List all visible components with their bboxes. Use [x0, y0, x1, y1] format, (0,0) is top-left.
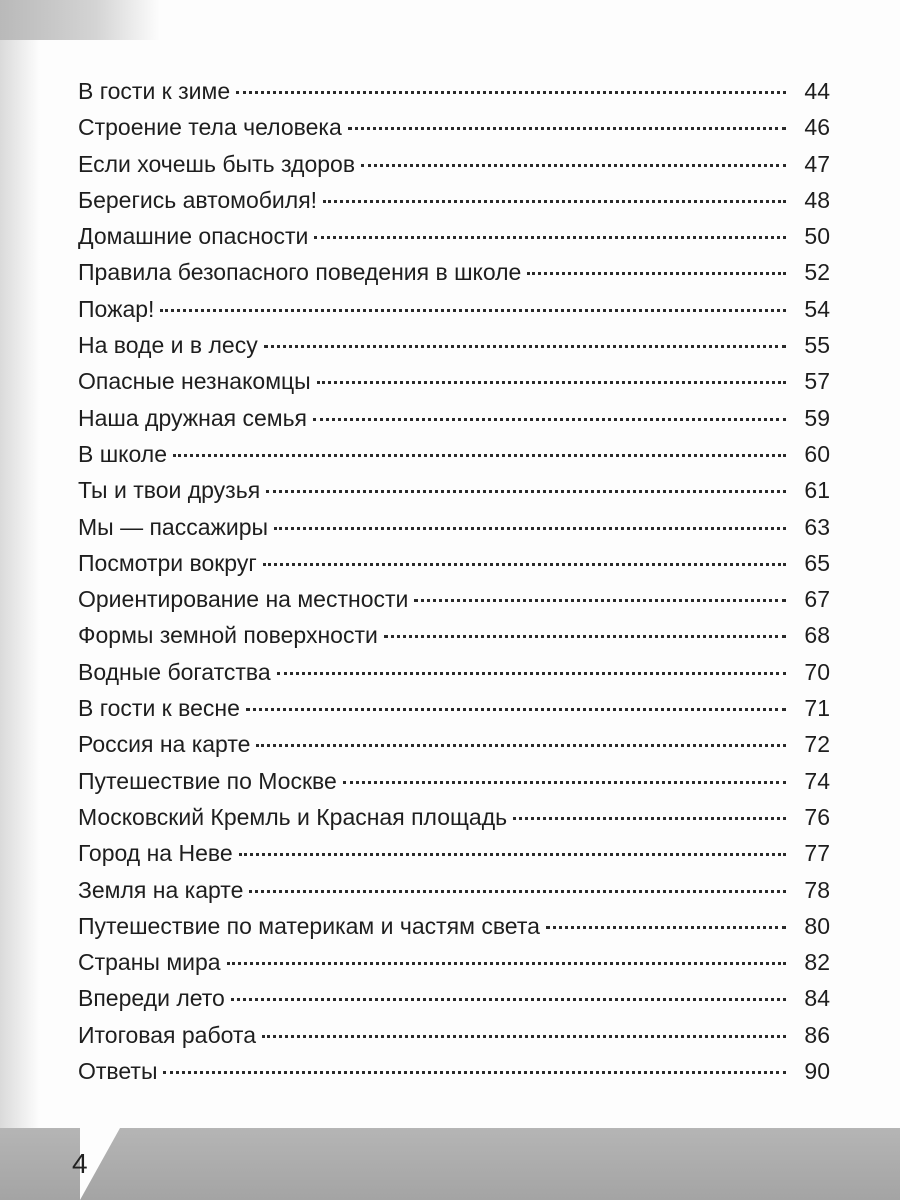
toc-entry-page: 84	[804, 985, 830, 1012]
scan-edge-shadow	[0, 0, 40, 1200]
toc-dot-leader	[274, 527, 786, 530]
toc-entry	[78, 731, 830, 767]
toc-dot-leader	[277, 672, 786, 675]
toc-entry	[78, 949, 830, 985]
toc-entry-title: Пожар!	[78, 295, 155, 322]
toc-entry-title: Страны мира	[78, 949, 221, 976]
toc-entry-page: 50	[804, 223, 830, 250]
toc-entry	[78, 695, 830, 731]
toc-entry	[78, 223, 830, 259]
toc-entry	[78, 477, 830, 513]
toc-entry-page: 80	[804, 912, 830, 939]
toc-entry-title: Опасные незнакомцы	[78, 368, 311, 395]
toc-dot-leader	[317, 381, 786, 384]
toc-dot-leader	[384, 635, 786, 638]
toc-dot-leader	[513, 817, 786, 820]
toc-entry	[78, 441, 830, 477]
toc-entry-title: Наша дружная семья	[78, 404, 308, 431]
toc-entry-page: 57	[804, 368, 830, 395]
toc-dot-leader	[262, 1035, 786, 1038]
toc-entry	[78, 1058, 830, 1094]
toc-entry-page: 78	[804, 876, 830, 903]
toc-entry-page: 71	[804, 695, 830, 722]
toc-entry-title: Правила безопасного поведения в школе	[78, 259, 522, 286]
toc-entry	[78, 804, 830, 840]
toc-entry	[78, 768, 830, 804]
toc-entry-page: 63	[804, 513, 830, 540]
toc-dot-leader	[163, 1071, 786, 1074]
table-of-contents	[78, 78, 830, 1094]
toc-dot-leader	[361, 164, 786, 167]
toc-dot-leader	[239, 853, 786, 856]
toc-dot-leader	[246, 708, 786, 711]
toc-entry	[78, 550, 830, 586]
toc-entry-title: Путешествие по материкам и частям света	[78, 912, 540, 939]
toc-dot-leader	[546, 926, 786, 929]
toc-entry-page: 76	[804, 803, 830, 830]
toc-entry-title: Если хочешь быть здоров	[78, 150, 356, 177]
page-number: 4	[72, 1148, 88, 1179]
toc-entry-title: Московский Кремль и Красная площадь	[78, 803, 508, 830]
toc-entry-title: Строение тела человека	[78, 114, 342, 141]
bottom-scan-band	[0, 1128, 900, 1200]
toc-entry-title: Мы — пассажиры	[78, 513, 269, 540]
scan-corner-shadow	[0, 0, 160, 40]
toc-entry-page: 68	[804, 622, 830, 649]
toc-entry-page: 55	[804, 332, 830, 359]
toc-entry-page: 72	[804, 731, 830, 758]
toc-dot-leader	[343, 781, 786, 784]
toc-entry-page: 52	[804, 259, 830, 286]
toc-entry	[78, 259, 830, 295]
toc-entry-title: Посмотри вокруг	[78, 549, 257, 576]
toc-entry-title: Россия на карте	[78, 731, 251, 758]
toc-entry-page: 67	[804, 586, 830, 613]
toc-entry-title: Ориентирование на местности	[78, 586, 409, 613]
toc-dot-leader	[323, 200, 786, 203]
toc-entry	[78, 151, 830, 187]
toc-entry-title: Формы земной поверхности	[78, 622, 378, 649]
toc-dot-leader	[231, 998, 786, 1001]
toc-entry-page: 77	[804, 840, 830, 867]
toc-entry-page: 70	[804, 658, 830, 685]
toc-entry-title: В гости к весне	[78, 695, 240, 722]
toc-entry	[78, 622, 830, 658]
toc-dot-leader	[160, 309, 786, 312]
toc-entry	[78, 659, 830, 695]
toc-entry-page: 65	[804, 549, 830, 576]
toc-entry-title: В гости к зиме	[78, 78, 231, 104]
toc-entry-title: Итоговая работа	[78, 1021, 256, 1048]
toc-entry-title: В школе	[78, 440, 168, 467]
toc-entry	[78, 187, 830, 223]
toc-dot-leader	[263, 563, 786, 566]
toc-entry	[78, 840, 830, 876]
toc-entry	[78, 514, 830, 550]
toc-entry	[78, 405, 830, 441]
toc-entry	[78, 114, 830, 150]
toc-entry	[78, 1022, 830, 1058]
toc-entry-page: 54	[804, 295, 830, 322]
toc-dot-leader	[313, 418, 786, 421]
toc-entry-page: 60	[804, 440, 830, 467]
toc-entry-title: Ответы	[78, 1058, 158, 1085]
toc-dot-leader	[236, 91, 786, 94]
toc-entry-page: 48	[804, 186, 830, 213]
toc-entry	[78, 913, 830, 949]
toc-entry-title: Путешествие по Москве	[78, 767, 337, 794]
toc-entry-page: 90	[804, 1058, 830, 1085]
toc-entry-page: 46	[804, 114, 830, 141]
toc-entry-title: Впереди лето	[78, 985, 225, 1012]
toc-dot-leader	[173, 454, 786, 457]
toc-dot-leader	[266, 490, 786, 493]
toc-entry-title: Домашние опасности	[78, 223, 309, 250]
toc-entry-title: Водные богатства	[78, 658, 271, 685]
toc-entry	[78, 368, 830, 404]
toc-entry	[78, 78, 830, 114]
toc-dot-leader	[227, 962, 786, 965]
toc-dot-leader	[256, 744, 786, 747]
toc-dot-leader	[314, 236, 786, 239]
toc-entry-page: 44	[804, 78, 830, 104]
toc-entry-page: 61	[804, 477, 830, 504]
toc-dot-leader	[348, 127, 786, 130]
toc-dot-leader	[527, 272, 786, 275]
toc-entry-page: 47	[804, 150, 830, 177]
toc-entry	[78, 985, 830, 1021]
toc-entry-page: 59	[804, 404, 830, 431]
toc-entry-title: На воде и в лесу	[78, 332, 258, 359]
toc-entry	[78, 296, 830, 332]
toc-entry	[78, 877, 830, 913]
toc-dot-leader	[249, 890, 786, 893]
toc-entry	[78, 332, 830, 368]
toc-entry-page: 86	[804, 1021, 830, 1048]
toc-dot-leader	[264, 345, 786, 348]
toc-entry-title: Земля на карте	[78, 876, 244, 903]
toc-entry	[78, 586, 830, 622]
toc-entry-title: Ты и твои друзья	[78, 477, 261, 504]
toc-entry-title: Город на Неве	[78, 840, 233, 867]
toc-entry-title: Берегись автомобиля!	[78, 186, 318, 213]
toc-dot-leader	[414, 599, 786, 602]
toc-entry-page: 74	[804, 767, 830, 794]
toc-entry-page: 82	[804, 949, 830, 976]
